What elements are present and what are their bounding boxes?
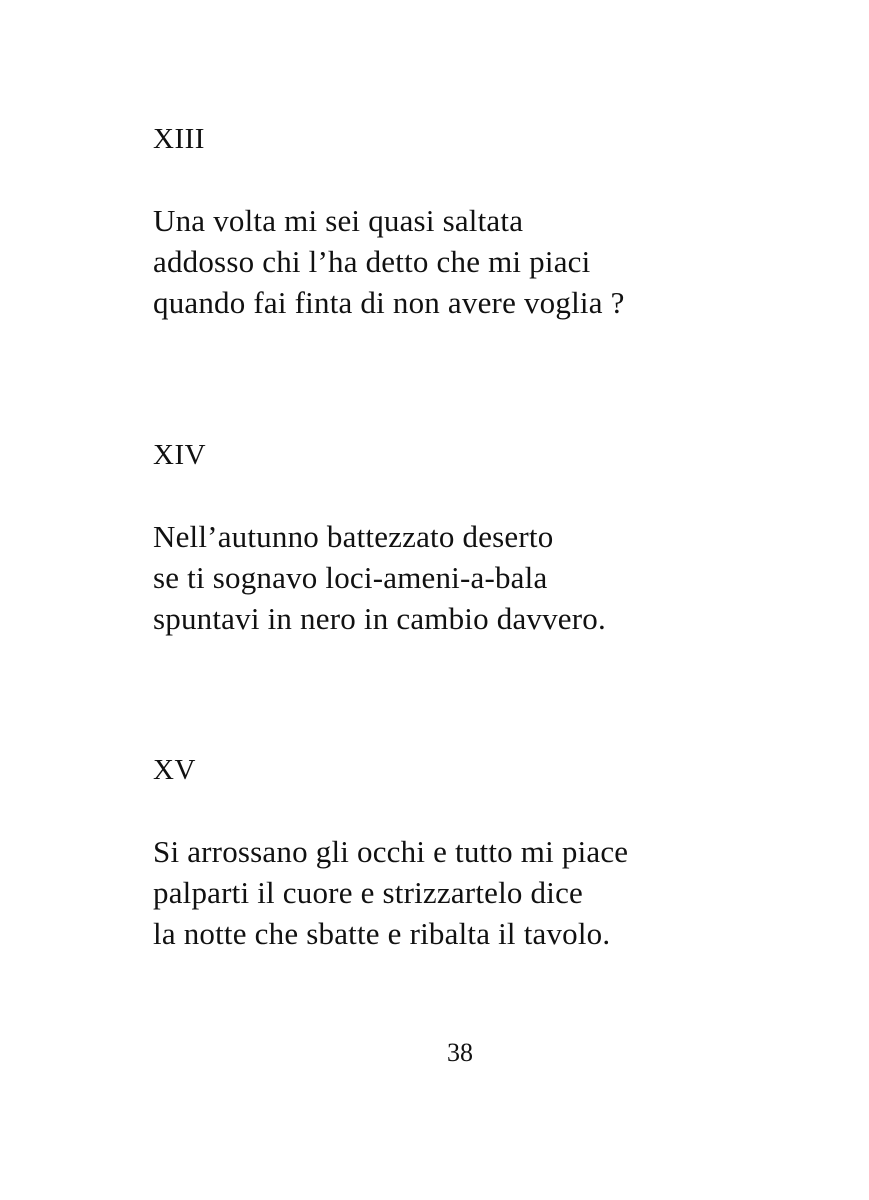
poem-line: palparti il cuore e strizzartelo dice	[153, 875, 583, 910]
poem-xiii	[153, 122, 833, 323]
poem-line: addosso chi l’ha detto che mi piaci	[153, 244, 591, 279]
poem-xv	[153, 753, 833, 954]
poem-line: la notte che sbatte e ribalta il tavolo.	[153, 916, 611, 951]
poem-number: XIV	[153, 439, 207, 471]
poem-body	[153, 831, 833, 954]
poem-number: XIII	[153, 123, 205, 155]
poem-body	[153, 516, 833, 639]
poem-number: XV	[153, 754, 196, 786]
page-number: 38	[447, 1038, 473, 1067]
poem-body	[153, 200, 833, 323]
poem-line: Nell’autunno battezzato deserto	[153, 519, 554, 554]
poem-line: Una volta mi sei quasi saltata	[153, 203, 524, 238]
poem-line: se ti sognavo loci-ameni-a-bala	[153, 560, 548, 595]
poem-line: spuntavi in nero in cambio davvero.	[153, 601, 606, 636]
poem-line: quando fai finta di non avere voglia ?	[153, 285, 625, 320]
poem-line: Si arrossano gli occhi e tutto mi piace	[153, 834, 629, 869]
poem-xiv	[153, 438, 833, 639]
